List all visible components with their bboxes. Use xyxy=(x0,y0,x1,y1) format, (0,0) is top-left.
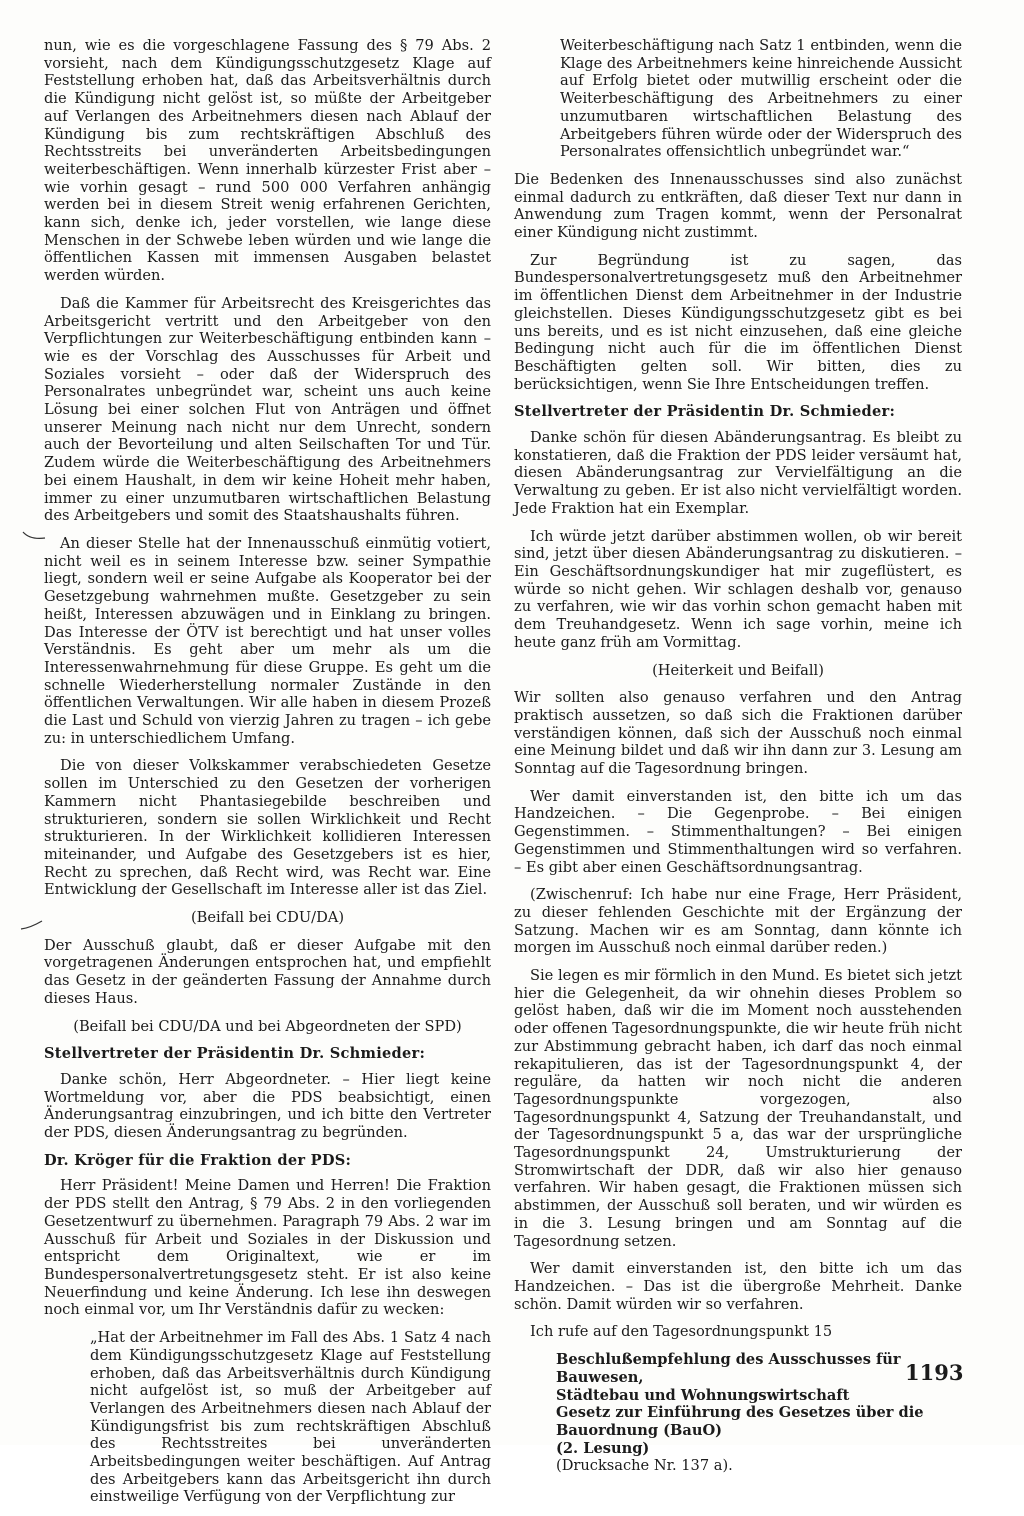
speaker-heading: Stellvertreter der Präsidentin Dr. Schmieder: xyxy=(514,403,896,421)
paragraph: Wer damit einverstanden ist, den bitte ich um das Handzeichen. – Das ist die übergroße Mehrheit. Danke schön. Damit würden wir so verfahren. xyxy=(514,1260,962,1313)
paragraph: Daß die Kammer für Arbeitsrecht des Kreisgerichtes das Arbeitsgericht vertritt und den Arbeitgeber von den Verpflichtungen zur Weiterbeschäftigung entbinden kann – wie es der Vorschlag des Ausschusses für Arbeit und Soziales vorsieht – oder daß der Widerspruch des Personalrates unbegründet war, scheint uns auch keine Lösung bei einer solchen Flut von Anträgen und öffnet unserer Meinung nach nicht nur dem Unrecht, sondern auch der Bevorteilung und alten Seilschaften Tor und Tür. Zudem würde die Weiterbeschäftigung des Arbeitnehmers bei einem Haushalt, in dem wir keine Hoheit mehr haben, immer zu einer unzumutbaren wirtschaftlichen Belastung des Arbeitgebers und somit des Staatshaushalts führen. xyxy=(44,294,491,525)
block-quote-continued: Weiterbeschäftigung nach Satz 1 entbinden, wenn die Klage des Arbeitnehmers keine hinreichende Aussicht auf Erfolg bietet oder mutwillig erscheint oder die Weiterbeschäftigung des Arbeitnehmers zu einer unzumutbaren wirtschaftlichen Belastung des Arbeitgebers führen würde oder der Widerspruch des Personalrates offensichtlich unbegründet war.“ xyxy=(560,37,962,161)
paragraph: An dieser Stelle hat der Innenausschuß einmütig votiert, nicht weil es in seinem Interesse bzw. seiner Sympathie liegt, sondern weil er seine Aufgabe als Kooperator bei der Gesetzgebung wahrnehmen mußte. Gesetzgeber zu sein heißt, Interessen abzuwägen und in Einklang zu bringen. Das Interesse der ÖTV ist berechtigt und hat unser volles Verständnis. Es geht aber um mehr als um die Interessenwahrnehmung für diese Gruppe. Es geht um die schnelle Wiederherstellung normaler Zustände in den öffentlichen Verwaltungen. Wir alle haben in diesem Prozeß die Last und Schuld von vierzig Jahren zu tragen – ich gebe zu: in unterschiedlichem Umfang. xyxy=(44,534,491,747)
paragraph: Herr Präsident! Meine Damen und Herren! Die Fraktion der PDS stellt den Antrag, § 79 Abs. 2 in den vorliegenden Gesetzentwurf zu übernehmen. Paragraph 79 Abs. 2 war im Ausschuß für Arbeit und Soziales in der Diskussion und entspricht dem Originaltext, wie er im Bundespersonalvertretungsgesetz steht. Er ist also keine Neuerfindung und keine Änderung. Ich lese ihn deswegen noch einmal vor, um Ihr Verständnis dafür zu wecken: xyxy=(44,1177,491,1319)
speaker-heading: Stellvertreter der Präsidentin Dr. Schmieder: xyxy=(44,1045,426,1063)
paragraph: nun, wie es die vorgeschlagene Fassung des § 79 Abs. 2 vorsieht, nach dem Kündigungsschutzgesetz Klage auf Feststellung erhoben hat, daß das Arbeitsverhältnis durch die Kündigung nicht gelöst ist, so müßte der Arbeitgeber auf Verlangen des Arbeitnehmers diesen nach Ablauf der Kündigung bis zum rechtskräftigen Abschluß des Rechtsstreits bei unveränderten Arbeitsbedingungen weiterbeschäftigen. Wenn innerhalb kürzester Frist aber – wie vorhin gesagt – rund 500 000 Verfahren anhängig werden bei in diesem Streit wenig erfahrenen Gerichten, kann sich, denke ich, jeder vorstellen, wie lange diese Menschen in der Schwebe leben würden und wie lange die öffentlichen Kassen mit immensen Ausgaben belastet werden würden. xyxy=(44,37,491,285)
agenda-item xyxy=(556,1351,962,1475)
agenda-line: (Drucksache Nr. 137 a). xyxy=(556,1457,733,1475)
applause-note: (Beifall bei CDU/DA) xyxy=(190,909,345,927)
laughter-note: (Heiterkeit und Beifall) xyxy=(652,661,824,679)
paragraph: Sie legen es mir förmlich in den Mund. Es bietet sich jetzt hier die Gelegenheit, da wir ohnehin dieses Problem so gelöst haben, daß wir die im Moment noch ausstehenden oder offenen Tagesordnungspunkte, die wir heute früh nicht zur Abstimmung gebracht haben, ich darf das noch einmal rekapitulieren, das ist der Tagesordnungspunkt 4, der reguläre, da hatten wir noch nicht die anderen Tagesordnungspunkte vorgezogen, also Tagesordnungspunkt 4, Satzung der Treuhandanstalt, und der Tagesordnungspunkt 5 a, das war der ursprüngliche Tagesordnungspunkt 24, Umstrukturierung der Stromwirtschaft der DDR, daß wir also hier genauso verfahren. Wir haben gesagt, die Fraktionen müssen sich abstimmen, der Ausschuß soll beraten, und wir würden es in die 3. Lesung bringen und am Sonntag auf die Tagesordnung setzen. xyxy=(514,967,962,1250)
paragraph: Wir sollten also genauso verfahren und den Antrag praktisch aussetzen, so daß sich die Fraktionen darüber verständigen können, daß sich der Ausschuß noch einmal eine Meinung bildet und daß wir ihn dann zur 3. Lesung am Sonntag auf die Tagesordnung bringen. xyxy=(514,689,962,778)
paragraph: Ich würde jetzt darüber abstimmen wollen, ob wir bereit sind, jetzt über diesen Abänderungsantrag zu diskutieren. – Ein Geschäftsordnungskundiger hat mir zugeflüstert, es würde so nicht gehen. Wir schlagen deshalb vor, genauso zu verfahren, wie wir das vorhin schon gemacht haben mit dem Treuhandgesetz. Wenn ich sage vorhin, meine ich heute ganz früh am Vormittag. xyxy=(514,527,962,651)
right-column xyxy=(514,37,962,1475)
paragraph: Die Bedenken des Innenausschusses sind also zunächst einmal dadurch zu entkräften, daß dieser Text nur dann in Anwendung zum Tragen kommt, wenn der Personalrat einer Kündigung nicht zustimmt. xyxy=(514,170,962,242)
paragraph: Danke schön für diesen Abänderungsantrag. Es bleibt zu konstatieren, daß die Fraktion der PDS leider versäumt hat, diesen Abänderungsantrag zur Vervielfältigung an die Verwaltung zu geben. Er ist also nicht vervielfältigt worden. Jede Fraktion hat ein Exemplar. xyxy=(514,429,962,517)
applause-note: (Beifall bei CDU/DA und bei Abgeordneten der SPD) xyxy=(73,1017,462,1035)
speaker-heading: Dr. Kröger für die Fraktion der PDS: xyxy=(44,1151,352,1169)
left-column xyxy=(44,37,491,1516)
block-quote: „Hat der Arbeitnehmer im Fall des Abs. 1 Satz 4 nach dem Kündigungsschutzgesetz Klage auf Feststellung erhoben, daß das Arbeitsverhältnis durch Kündigung nicht aufgelöst ist, so muß der Arbeitgeber auf Verlangen des Arbeitnehmers diesen nach Ablauf der Kündigungsfrist bis zum rechtskräftigen Abschluß des Rechtsstreites bei unveränderten Arbeitsbedingungen weiter beschäftigen. Auf Antrag des Arbeitgebers kann das Arbeitsgericht ihn durch einstweilige Verfügung von der Verpflichtung zur xyxy=(90,1329,491,1506)
interjection: (Zwischenruf: Ich habe nur eine Frage, Herr Präsident, zu dieser fehlenden Geschichte mit der Ergänzung der Satzung. Machen wir es am Sonntag, dann könnte ich morgen im Ausschuß noch einmal darüber reden.) xyxy=(514,886,962,957)
agenda-line: Beschlußempfehlung des Ausschusses für Bauwesen, xyxy=(556,1351,901,1386)
page-number: 1193 xyxy=(905,1360,964,1385)
agenda-line: Bauordnung (BauO) xyxy=(556,1421,723,1439)
paragraph: Ich rufe auf den Tagesordnungspunkt 15 xyxy=(530,1323,833,1341)
margin-mark-icon xyxy=(22,530,46,542)
agenda-line: Gesetz zur Einführung des Gesetzes über die xyxy=(556,1404,924,1422)
paragraph: Die von dieser Volkskammer verabschiedeten Gesetze sollen im Unterschied zu den Gesetzen der vorherigen Kammern nicht Phantasiegebilde beschreiben und strukturieren, sondern sie sollen Wirklichkeit und Recht strukturieren. In der Wirklichkeit kollidieren Interessen miteinander, und Aufgabe des Gesetzgebers ist es hier, Recht zu sprechen, daß Recht wird, was Recht war. Eine Entwicklung der Gesellschaft im Interesse aller ist das Ziel. xyxy=(44,757,491,899)
agenda-line: (2. Lesung) xyxy=(556,1439,650,1457)
margin-mark-icon xyxy=(20,920,44,932)
paragraph: Der Ausschuß glaubt, daß er dieser Aufgabe mit den vorgetragenen Änderungen entsprochen hat, und empfiehlt das Gesetz in der geänderten Fassung der Annahme durch dieses Haus. xyxy=(44,936,491,1007)
paragraph: Wer damit einverstanden ist, den bitte ich um das Handzeichen. – Die Gegenprobe. – Bei einigen Gegenstimmen. – Stimmenthaltungen? – Bei einigen Gegenstimmen und Stimmenthaltungen wird so verfahren. – Es gibt aber einen Geschäftsordnungsantrag. xyxy=(514,787,962,876)
agenda-line: Städtebau und Wohnungswirtschaft xyxy=(556,1386,850,1404)
paragraph: Danke schön, Herr Abgeordneter. – Hier liegt keine Wortmeldung vor, aber die PDS beabsichtigt, einen Änderungsantrag einzubringen, und ich bitte den Vertreter der PDS, diesen Änderungsantrag zu begründen. xyxy=(44,1070,491,1142)
paragraph: Zur Begründung ist zu sagen, das Bundespersonalvertretungsgesetz muß den Arbeitnehmer im öffentlichen Dienst dem Arbeitnehmer in der Industrie gleichstellen. Dieses Kündigungsschutzgesetz gibt es bei uns bereits, und es ist nicht einzusehen, daß eine gleiche Bedingung nicht auch für die im öffentlichen Dienst Beschäftigten gelten soll. Wir bitten, dies zu berücksichtigen, wenn Sie Ihre Entscheidungen treffen. xyxy=(514,251,962,393)
